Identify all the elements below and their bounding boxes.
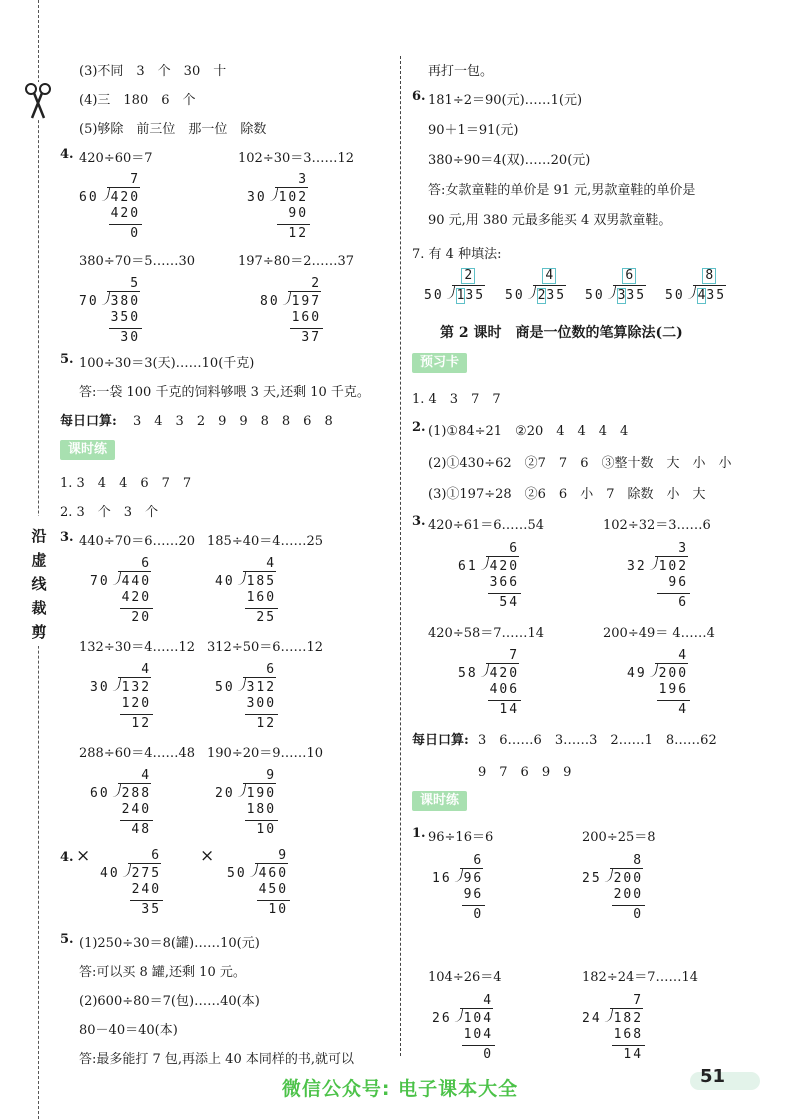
division-bracket <box>109 571 121 585</box>
answer-line: 答:一袋 100 千克的饲料够喂 3 天,还剩 10 千克。 <box>79 385 370 400</box>
division-bar <box>118 677 151 678</box>
product: 104 <box>463 1027 494 1042</box>
product: 96 <box>463 887 484 902</box>
division-bar <box>288 291 321 292</box>
division-bar <box>460 1008 493 1009</box>
remainder: 12 <box>288 226 309 241</box>
dividend: 420 <box>489 559 520 574</box>
divisor: 61 <box>458 559 478 574</box>
subtraction-line <box>245 608 278 609</box>
divisor: 16 <box>432 871 452 886</box>
quotient: 3 <box>298 172 309 187</box>
quotient: 2 <box>311 276 322 291</box>
division-bar <box>128 863 161 864</box>
subtraction-line <box>488 593 521 594</box>
division-bar <box>460 868 484 869</box>
answer-line: (2)①430÷62 ②7 7 6 ③整十数 大 小 小 <box>428 456 732 471</box>
quotient: 7 <box>633 993 644 1008</box>
quotient: 6 <box>266 662 277 677</box>
divisor: 30 <box>90 680 110 695</box>
section-badge-preview: 预习卡 <box>412 353 467 373</box>
division-bracket <box>234 783 246 797</box>
equation: 96÷16＝6 <box>428 830 494 845</box>
subtraction-line <box>277 224 310 225</box>
division-bracket <box>98 187 110 201</box>
equation: 420÷61＝6……54 <box>428 518 545 533</box>
division-bar <box>107 291 140 292</box>
answer-line: 答:最多能打 7 包,再添上 40 本同样的书,就可以 <box>79 1052 354 1067</box>
subtraction-line <box>245 714 278 715</box>
subtraction-line <box>488 700 521 701</box>
question-number: 6. <box>412 89 426 104</box>
answer-line: 再打一包。 <box>428 64 494 79</box>
daily-calc-label: 每日口算: <box>412 733 469 748</box>
product: 420 <box>121 590 152 605</box>
quotient: 6 <box>473 853 484 868</box>
division-bar <box>610 868 643 869</box>
division-bracket <box>684 285 696 299</box>
remainder: 48 <box>131 822 152 837</box>
division-bracket <box>646 556 658 570</box>
dividend: 102 <box>278 190 309 205</box>
quotient: 7 <box>130 172 141 187</box>
divisor: 32 <box>627 559 647 574</box>
remainder: 30 <box>120 330 141 345</box>
product: 240 <box>121 802 152 817</box>
divisor: 30 <box>247 190 267 205</box>
subtraction-line <box>657 700 690 701</box>
subtraction-line <box>120 714 153 715</box>
dividend: 104 <box>463 1011 494 1026</box>
quotient: 6 <box>151 848 162 863</box>
question-number: 3. <box>60 530 74 545</box>
dividend: 275 <box>131 866 162 881</box>
division-bracket <box>477 556 489 570</box>
question-number: 4. <box>60 850 74 865</box>
division-bracket <box>246 863 258 877</box>
question-number: 1. <box>412 826 426 841</box>
dividend <box>537 288 566 304</box>
quotient: 9 <box>266 768 277 783</box>
subtraction-line <box>462 905 486 906</box>
equation: 132÷30＝4……12 <box>79 640 196 655</box>
divisor: 70 <box>79 294 99 309</box>
quotient-box <box>622 268 636 284</box>
divisor: 50 <box>227 866 247 881</box>
filled-digit: 4 <box>697 288 706 303</box>
division-bar <box>613 285 646 286</box>
filled-digit: 8 <box>702 268 716 284</box>
dividend: 460 <box>258 866 289 881</box>
equation: 197÷80＝2……37 <box>238 254 355 269</box>
remainder: 35 <box>141 902 162 917</box>
scissors-icon <box>24 82 52 120</box>
answer-line: 2. 3 个 3 个 <box>60 505 159 520</box>
dividend: 380 <box>110 294 141 309</box>
division-bracket <box>109 783 121 797</box>
quotient: 4 <box>266 556 277 571</box>
remainder: 10 <box>268 902 289 917</box>
division-bracket <box>601 1008 613 1022</box>
remainder: 25 <box>256 610 277 625</box>
division-bracket <box>109 677 121 691</box>
subtraction-line <box>290 328 323 329</box>
dividend: 96 <box>463 871 484 886</box>
page-number: 51 <box>700 1066 726 1087</box>
quotient: 4 <box>141 662 152 677</box>
equation: 104÷26＝4 <box>428 970 502 985</box>
question-number: 5. <box>60 932 74 947</box>
quotient: 8 <box>633 853 644 868</box>
subtraction-line <box>130 900 163 901</box>
remainder: 6 <box>678 595 689 610</box>
divisor: 80 <box>260 294 280 309</box>
subtraction-line <box>257 900 290 901</box>
remainder: 37 <box>301 330 322 345</box>
dividend: 420 <box>110 190 141 205</box>
equation: 80－40＝40(本) <box>79 1023 178 1038</box>
divisor: 50 <box>585 288 605 303</box>
divisor: 40 <box>100 866 120 881</box>
division-bracket <box>524 285 536 299</box>
subtraction-line <box>245 820 278 821</box>
division-bar <box>655 663 688 664</box>
subtraction-line <box>657 593 690 594</box>
dividend: 182 <box>613 1011 644 1026</box>
dividend-rest: 35 <box>465 288 486 303</box>
equation: 185÷40＝4……25 <box>207 534 324 549</box>
division-bracket <box>266 187 278 201</box>
divisor: 20 <box>215 786 235 801</box>
quotient: 7 <box>509 648 520 663</box>
division-bracket <box>451 1008 463 1022</box>
remainder: 0 <box>483 1047 494 1062</box>
division-bar <box>452 285 485 286</box>
divisor: 25 <box>582 871 602 886</box>
equation: (1)250÷30＝8(罐)……10(元) <box>79 936 260 951</box>
product: 200 <box>613 887 644 902</box>
equation: 100÷30＝3(天)……10(千克) <box>79 356 255 371</box>
divisor: 40 <box>215 574 235 589</box>
quotient: 6 <box>509 541 520 556</box>
divisor: 58 <box>458 666 478 681</box>
equation: 90＋1＝91(元) <box>428 123 519 138</box>
section-title: 第 2 课时 商是一位数的笔算除法(二) <box>440 325 683 341</box>
quotient: 4 <box>483 993 494 1008</box>
answer-line: (4)三 180 6 个 <box>79 93 196 108</box>
division-bracket <box>279 291 291 305</box>
equation: (2)600÷80＝7(包)……40(本) <box>79 994 260 1009</box>
division-bracket <box>443 285 455 299</box>
division-bar <box>486 556 519 557</box>
quotient: 6 <box>141 556 152 571</box>
question-number: 3. <box>412 514 426 529</box>
division-bracket <box>234 571 246 585</box>
division-bracket <box>601 868 613 882</box>
remainder: 10 <box>256 822 277 837</box>
product: 350 <box>110 310 141 325</box>
divisor: 50 <box>215 680 235 695</box>
division-bar <box>243 677 276 678</box>
answer-line: (3)①197÷28 ②6 6 小 7 除数 小 大 <box>428 487 706 502</box>
equation: 312÷50＝6……12 <box>207 640 324 655</box>
division-bracket <box>234 677 246 691</box>
divisor: 50 <box>424 288 444 303</box>
divisor: 60 <box>90 786 110 801</box>
filled-digit: 1 <box>456 288 465 303</box>
subtraction-line <box>109 328 142 329</box>
division-bar <box>693 285 726 286</box>
dividend-rest: 35 <box>626 288 647 303</box>
quotient: 4 <box>141 768 152 783</box>
quotient: 5 <box>130 276 141 291</box>
dividend: 312 <box>246 680 277 695</box>
column-divider <box>400 56 401 1056</box>
quotient-box <box>702 268 716 284</box>
filled-digit: 6 <box>622 268 636 284</box>
filled-digit: 2 <box>537 288 546 303</box>
product: 160 <box>291 310 322 325</box>
dividend: 420 <box>489 666 520 681</box>
division-bracket <box>98 291 110 305</box>
equation: 380÷70＝5……30 <box>79 254 196 269</box>
daily-calc-label: 每日口算: <box>60 414 117 429</box>
dividend-rest: 35 <box>546 288 567 303</box>
equation: 380÷90＝4(双)……20(元) <box>428 153 591 168</box>
wrong-mark: × <box>76 846 91 866</box>
daily-calc-values: 9 7 6 9 9 <box>478 765 572 780</box>
watermark-text: 微信公众号: 电子课本大全 <box>281 1078 519 1100</box>
equation: 420÷60＝7 <box>79 151 153 166</box>
daily-calc-values: 3 4 3 2 9 9 8 8 6 8 <box>133 414 333 429</box>
divisor: 24 <box>582 1011 602 1026</box>
section-badge-practice: 课时练 <box>412 791 467 811</box>
divisor: 70 <box>90 574 110 589</box>
equation: 200÷25＝8 <box>582 830 656 845</box>
remainder: 0 <box>130 226 141 241</box>
divisor: 60 <box>79 190 99 205</box>
remainder: 20 <box>131 610 152 625</box>
remainder: 0 <box>473 907 484 922</box>
divisor: 26 <box>432 1011 452 1026</box>
equation: 440÷70＝6……20 <box>79 534 196 549</box>
dividend: 440 <box>121 574 152 589</box>
equation: 190÷20＝9……10 <box>207 746 324 761</box>
division-bar <box>243 571 276 572</box>
dividend: 200 <box>658 666 689 681</box>
product: 420 <box>110 206 141 221</box>
dividend-rest: 35 <box>706 288 727 303</box>
dividend: 185 <box>246 574 277 589</box>
product: 96 <box>668 575 689 590</box>
product: 168 <box>613 1027 644 1042</box>
dividend <box>617 288 646 304</box>
equation: 288÷60＝4……48 <box>79 746 196 761</box>
division-bar <box>533 285 566 286</box>
answer-line: (5)够除 前三位 那一位 除数 <box>79 122 267 137</box>
subtraction-line <box>612 905 645 906</box>
quotient: 4 <box>678 648 689 663</box>
divisor: 49 <box>627 666 647 681</box>
equation: 181÷2＝90(元)……1(元) <box>428 93 583 108</box>
equation: 102÷30＝3……12 <box>238 151 355 166</box>
division-bracket <box>477 663 489 677</box>
division-bar <box>655 556 688 557</box>
filled-digit: 3 <box>617 288 626 303</box>
equation: 420÷58＝7……14 <box>428 626 545 641</box>
section-badge-practice: 课时练 <box>60 440 115 460</box>
remainder: 0 <box>633 907 644 922</box>
division-bar <box>118 571 151 572</box>
division-bar <box>610 1008 643 1009</box>
division-bar <box>107 187 140 188</box>
equation: 182÷24＝7……14 <box>582 970 699 985</box>
product: 406 <box>489 682 520 697</box>
division-bracket <box>451 868 463 882</box>
subtraction-line <box>120 820 153 821</box>
dividend <box>697 288 726 304</box>
remainder: 12 <box>256 716 277 731</box>
division-bar <box>243 783 276 784</box>
dividend: 288 <box>121 786 152 801</box>
dividend: 197 <box>291 294 322 309</box>
division-bar <box>275 187 308 188</box>
equation: 200÷49＝ 4……4 <box>603 626 715 641</box>
question-number: 2. <box>412 420 426 435</box>
division-bracket <box>119 863 131 877</box>
subtraction-line <box>462 1045 495 1046</box>
product: 160 <box>246 590 277 605</box>
quotient-box <box>461 268 475 284</box>
answer-line: 1. 3 4 4 6 7 7 <box>60 476 192 491</box>
question-number: 5. <box>60 352 74 367</box>
division-bar <box>255 863 288 864</box>
product: 120 <box>121 696 152 711</box>
quotient-box <box>542 268 556 284</box>
division-bracket <box>646 663 658 677</box>
answer-line: (1)①84÷21 ②20 4 4 4 4 <box>428 424 629 439</box>
cut-label: 沿虚线裁剪 <box>31 527 47 641</box>
quotient: 3 <box>678 541 689 556</box>
division-bar <box>118 783 151 784</box>
subtraction-line <box>612 1045 645 1046</box>
division-bracket <box>604 285 616 299</box>
answer-line: 90 元,用 380 元最多能买 4 双男款童鞋。 <box>428 213 672 228</box>
product: 180 <box>246 802 277 817</box>
product: 450 <box>258 882 289 897</box>
answer-line: (3)不同 3 个 30 十 <box>79 64 227 79</box>
remainder: 12 <box>131 716 152 731</box>
quotient: 9 <box>278 848 289 863</box>
remainder: 54 <box>499 595 520 610</box>
dividend: 132 <box>121 680 152 695</box>
product: 366 <box>489 575 520 590</box>
dividend <box>456 288 485 304</box>
answer-line: 答:女款童鞋的单价是 91 元,男款童鞋的单价是 <box>428 183 696 198</box>
dividend: 190 <box>246 786 277 801</box>
wrong-mark: × <box>200 846 215 866</box>
question-7-heading: 7. 有 4 种填法: <box>412 247 502 262</box>
subtraction-line <box>109 224 142 225</box>
product: 300 <box>246 696 277 711</box>
filled-digit: 4 <box>542 268 556 284</box>
product: 196 <box>658 682 689 697</box>
dividend: 102 <box>658 559 689 574</box>
answer-line: 1. 4 3 7 7 <box>412 392 501 407</box>
divisor: 50 <box>505 288 525 303</box>
product: 90 <box>288 206 309 221</box>
remainder: 4 <box>678 702 689 717</box>
subtraction-line <box>120 608 153 609</box>
remainder: 14 <box>499 702 520 717</box>
dividend: 200 <box>613 871 644 886</box>
filled-digit: 2 <box>461 268 475 284</box>
answer-line: 答:可以买 8 罐,还剩 10 元。 <box>79 965 246 980</box>
question-number: 4. <box>60 147 74 162</box>
equation: 102÷32＝3……6 <box>603 518 711 533</box>
product: 240 <box>131 882 162 897</box>
division-bar <box>486 663 519 664</box>
divisor: 50 <box>665 288 685 303</box>
remainder: 14 <box>623 1047 644 1062</box>
daily-calc-values: 3 6……6 3……3 2……1 8……62 <box>478 733 717 748</box>
